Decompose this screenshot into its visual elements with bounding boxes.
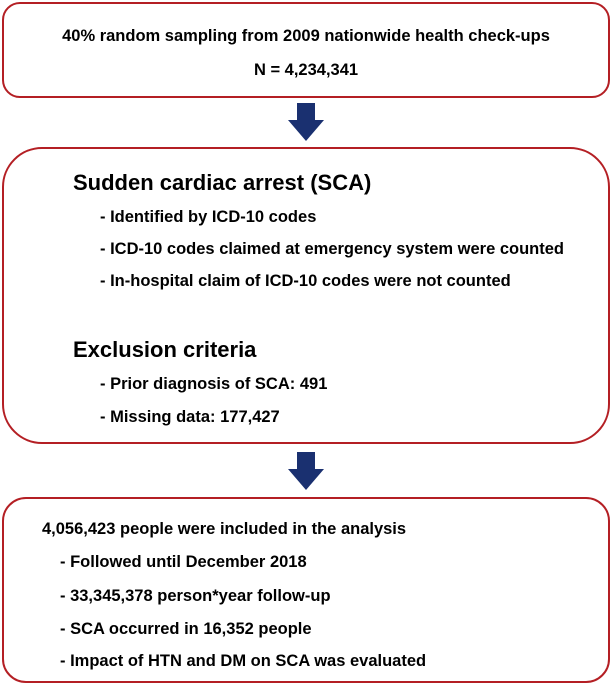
- down-arrow-icon: [288, 103, 324, 141]
- sca-item: - ICD-10 codes claimed at emergency system were counted: [100, 240, 565, 258]
- sca-item: - In-hospital claim of ICD-10 codes were not counted: [100, 272, 511, 290]
- sca-item: - Identified by ICD-10 codes: [100, 208, 317, 226]
- analysis-heading: 4,056,423 people were included in the analysis: [42, 520, 407, 538]
- analysis-item: - 33,345,378 person*year follow-up: [60, 587, 331, 605]
- sca-heading: Sudden cardiac arrest (SCA): [73, 170, 372, 195]
- analysis-item: - SCA occurred in 16,352 people: [60, 620, 312, 638]
- exclusion-item: - Prior diagnosis of SCA: 491: [100, 375, 328, 393]
- sampling-box: [2, 2, 610, 98]
- exclusion-heading: Exclusion criteria: [73, 337, 257, 362]
- exclusion-item: - Missing data: 177,427: [100, 408, 280, 426]
- sampling-description: 40% random sampling from 2009 nationwide health check-ups: [62, 27, 550, 45]
- sample-size: N = 4,234,341: [253, 61, 359, 79]
- analysis-item: - Impact of HTN and DM on SCA was evaluated: [60, 652, 427, 670]
- down-arrow-icon: [288, 452, 324, 490]
- analysis-item: - Followed until December 2018: [60, 553, 307, 571]
